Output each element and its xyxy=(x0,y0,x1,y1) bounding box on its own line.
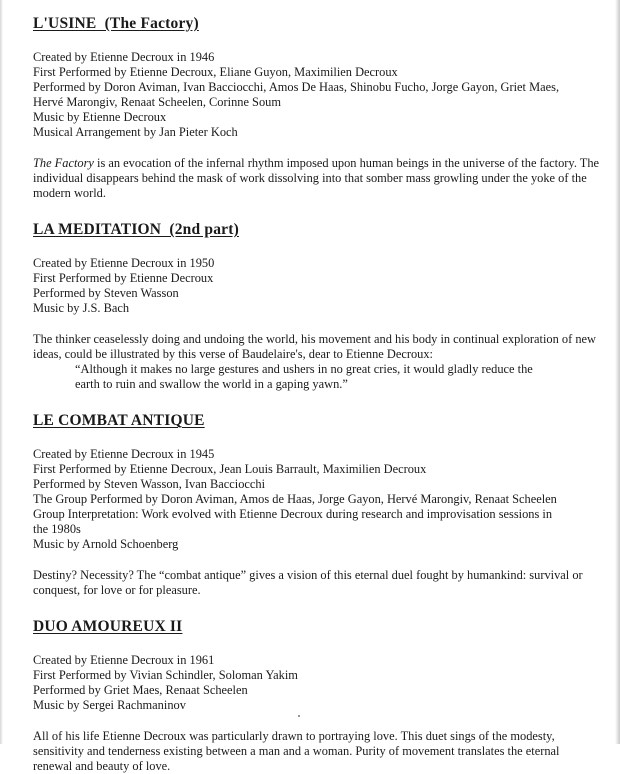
scan-speck xyxy=(298,715,300,717)
credit-line: Musical Arrangement by Jan Pieter Koch xyxy=(33,125,238,139)
section-duo-amoureux-ii xyxy=(33,617,602,774)
credit-line: Performed by Doron Aviman, Ivan Bacciocchi, Amos De Haas, Shinobu Fucho, Jorge Gayon, Griet Maes, xyxy=(33,80,560,94)
credit-line: First Performed by Etienne Decroux, Jean Louis Barrault, Maximilien Decroux xyxy=(33,462,427,476)
credit-line: Music by Sergei Rachmaninov xyxy=(33,698,186,712)
credit-line: Created by Etienne Decroux in 1950 xyxy=(33,256,215,270)
section-description xyxy=(33,156,602,201)
credit-line: Music by Arnold Schoenberg xyxy=(33,537,179,551)
section-lusine xyxy=(33,14,602,201)
credit-line: the 1980s xyxy=(33,522,81,536)
credit-line: First Performed by Etienne Decroux, Eliane Guyon, Maximilien Decroux xyxy=(33,65,398,79)
section-title: DUO AMOUREUX II xyxy=(33,618,183,635)
credit-line: Music by Etienne Decroux xyxy=(33,110,167,124)
credit-line: Performed by Steven Wasson xyxy=(33,286,179,300)
section-description: Destiny? Necessity? The “combat antique” gives a vision of this eternal duel fought by humankind: survival or conquest, for love or for pleasure. xyxy=(33,568,583,597)
description-text: is an evocation of the infernal rhythm imposed upon human beings in the universe of the factory. The individual disappears behind the mask of work dissolving into that somber mass growling under the yoke of the modern world. xyxy=(33,156,600,200)
section-le-combat-antique xyxy=(33,411,602,598)
credit-line: Performed by Steven Wasson, Ivan Bacciocchi xyxy=(33,477,266,491)
credits-list xyxy=(33,50,602,140)
credit-line: Created by Etienne Decroux in 1945 xyxy=(33,447,215,461)
section-title: LA MEDITATION (2nd part) xyxy=(33,221,239,238)
credit-line: First Performed by Etienne Decroux xyxy=(33,271,214,285)
page-edge-shadow-left xyxy=(0,0,3,744)
credit-line: Performed by Griet Maes, Renaat Scheelen xyxy=(33,683,248,697)
quote-line: earth to ruin and swallow the world in a gaping yawn.” xyxy=(75,377,348,391)
section-la-meditation xyxy=(33,220,602,392)
section-description: The thinker ceaselessly doing and undoing the world, his movement and his body in continual exploration of new ideas, could be illustrated by this verse of Baudelaire's, dear to Etienne Decroux: xyxy=(33,332,596,361)
section-description: All of his life Etienne Decroux was particularly drawn to portraying love. This duet sings of the modesty, sensitivity and tenderness existing between a man and a woman. Purity of movement translates the eternal renewal and beauty of love. xyxy=(33,729,560,773)
credit-line: Music by J.S. Bach xyxy=(33,301,130,315)
credit-line: Created by Etienne Decroux in 1961 xyxy=(33,653,215,667)
credits-list xyxy=(33,653,602,713)
credits-list xyxy=(33,256,602,316)
page-edge-shadow-right xyxy=(615,0,620,744)
baudelaire-quote xyxy=(33,362,602,392)
section-title: L'USINE (The Factory) xyxy=(33,15,199,32)
credit-line: Group Interpretation: Work evolved with Etienne Decroux during research and improvisation sessions in xyxy=(33,507,553,521)
credit-line: The Group Performed by Doron Aviman, Amos de Haas, Jorge Gayon, Hervé Marongiv, Renaat Scheelen xyxy=(33,492,557,506)
credit-line: Created by Etienne Decroux in 1946 xyxy=(33,50,215,64)
quote-line: “Although it makes no large gestures and ushers in no great cries, it would gladly reduce the xyxy=(75,362,533,376)
credit-line: Hervé Marongiv, Renaat Scheelen, Corinne Soum xyxy=(33,95,281,109)
credit-line: First Performed by Vivian Schindler, Soloman Yakim xyxy=(33,668,298,682)
credits-list xyxy=(33,447,602,552)
section-title: LE COMBAT ANTIQUE xyxy=(33,412,205,429)
work-title-italic: The Factory xyxy=(33,156,94,170)
